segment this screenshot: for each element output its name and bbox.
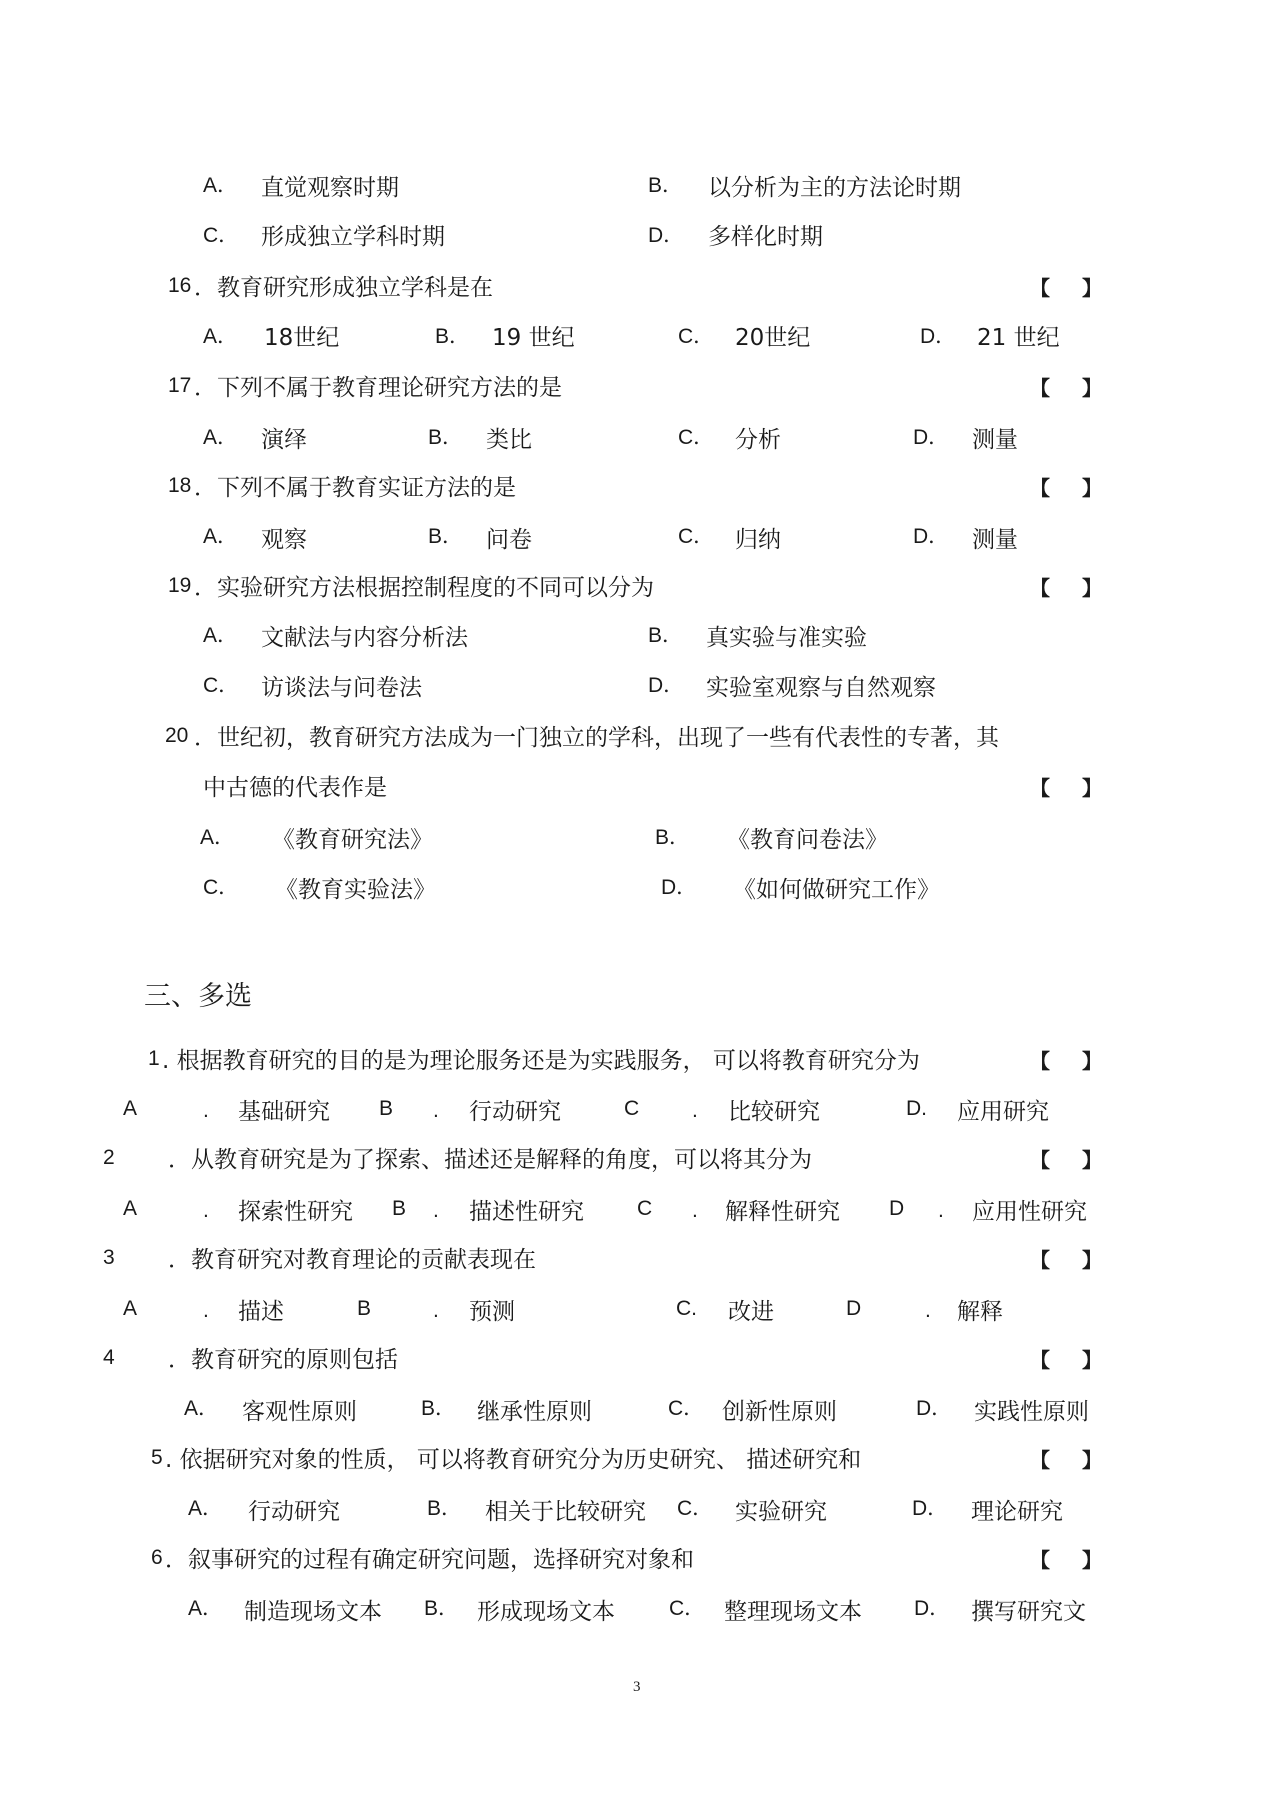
option-label: A． — [188, 1497, 224, 1520]
option-text: 理论研究 — [971, 1499, 1063, 1525]
option-label: D． — [648, 224, 685, 247]
option-label: D — [889, 1197, 905, 1220]
option-text: 直觉观察时期 — [261, 175, 399, 201]
option-label: C — [624, 1097, 640, 1120]
option-label: C． — [669, 1597, 706, 1620]
question-text: ．叙事研究的过程有确定研究问题，选择研究对象和 — [165, 1547, 694, 1573]
option-label: B． — [421, 1397, 457, 1420]
option-label: D． — [916, 1397, 953, 1420]
question-number: 19 — [168, 574, 192, 597]
option-text: 比较研究 — [728, 1099, 820, 1125]
option-label: C． — [203, 224, 240, 247]
option-label: D． — [912, 1497, 949, 1520]
option-label: B — [357, 1297, 372, 1320]
option-text: 基础研究 — [238, 1099, 330, 1125]
option-label: D — [846, 1297, 862, 1320]
option-label: B． — [648, 624, 684, 647]
option-label: D． — [913, 426, 950, 449]
option-label: A． — [203, 624, 239, 647]
option-text: 预测 — [469, 1299, 515, 1325]
question-number: 4 — [103, 1346, 115, 1369]
option-label: A — [123, 1297, 138, 1320]
option-text: 分析 — [735, 427, 781, 453]
question-number: 6 — [151, 1546, 163, 1569]
option-text: 18世纪 — [264, 325, 340, 351]
option-text: 类比 — [486, 427, 532, 453]
question-number: 2 — [103, 1146, 115, 1169]
question-text: ．从教育研究是为了探索、描述还是解释的角度，可以将其分为 — [168, 1147, 812, 1173]
question-number: 17 — [168, 374, 192, 397]
option-dot: . — [203, 1199, 209, 1222]
option-label: D． — [913, 525, 950, 548]
option-text: 描述 — [238, 1299, 284, 1325]
option-text: 改进 — [728, 1299, 774, 1325]
option-label: C． — [203, 674, 240, 697]
option-text: 《教育问卷法》 — [727, 827, 888, 853]
option-label: D． — [661, 876, 698, 899]
option-text: 描述性研究 — [469, 1199, 584, 1225]
option-text: 应用性研究 — [972, 1199, 1087, 1225]
option-label: B． — [428, 426, 464, 449]
answer-bracket-close: 】 — [1082, 576, 1102, 600]
option-text: 问卷 — [486, 527, 532, 553]
option-text: 应用研究 — [957, 1099, 1049, 1125]
answer-bracket-close: 】 — [1082, 1148, 1102, 1172]
question-text: ．世纪初，教育研究方法成为一门独立的学科，出现了一些有代表性的专著，其 — [194, 725, 999, 751]
option-text: 制造现场文本 — [244, 1599, 382, 1625]
answer-bracket-open: 【 — [1030, 1248, 1050, 1272]
option-text: 观察 — [261, 527, 307, 553]
question-text: ．下列不属于教育实证方法的是 — [194, 475, 516, 501]
answer-bracket-close: 】 — [1082, 476, 1102, 500]
option-text: 测量 — [972, 527, 1018, 553]
option-text: 文献法与内容分析法 — [261, 625, 468, 651]
option-text: 形成独立学科时期 — [261, 224, 445, 250]
option-label: B — [392, 1197, 407, 1220]
option-label: A． — [203, 426, 239, 449]
option-text: 演绎 — [261, 427, 307, 453]
question-text: ．教育研究对教育理论的贡献表现在 — [168, 1247, 536, 1273]
answer-bracket-open: 【 — [1030, 376, 1050, 400]
option-label: D. — [906, 1097, 927, 1120]
option-label: A． — [188, 1597, 224, 1620]
option-text: 多样化时期 — [708, 224, 823, 250]
option-text: 行动研究 — [469, 1099, 561, 1125]
question-number: 1 — [148, 1047, 160, 1070]
question-number: 20 — [165, 724, 189, 747]
option-dot: . — [692, 1099, 698, 1122]
question-text: ．实验研究方法根据控制程度的不同可以分为 — [194, 575, 654, 601]
option-text: 真实验与准实验 — [706, 625, 867, 651]
option-dot: . — [203, 1299, 209, 1322]
option-dot: . — [692, 1199, 698, 1222]
option-text: 归纳 — [735, 527, 781, 553]
option-text: 撰写研究文 — [971, 1599, 1086, 1625]
option-text: 以分析为主的方法论时期 — [708, 175, 961, 201]
option-text: 整理现场文本 — [724, 1599, 862, 1625]
answer-bracket-close: 】 — [1082, 1448, 1102, 1472]
answer-bracket-open: 【 — [1030, 1348, 1050, 1372]
option-dot: . — [938, 1199, 944, 1222]
question-text: . 依据研究对象的性质， 可以将教育研究分为历史研究、 描述研究和 — [165, 1447, 862, 1473]
option-label: B． — [435, 325, 471, 348]
option-text: 探索性研究 — [238, 1199, 353, 1225]
option-text: 创新性原则 — [722, 1399, 837, 1425]
option-label: B． — [655, 826, 691, 849]
option-dot: . — [925, 1299, 931, 1322]
answer-bracket-close: 】 — [1082, 276, 1102, 300]
option-label: D． — [914, 1597, 951, 1620]
answer-bracket-close: 】 — [1082, 1049, 1102, 1073]
question-text: ．教育研究形成独立学科是在 — [194, 275, 493, 301]
option-label: C． — [678, 325, 715, 348]
option-text: 实验室观察与自然观察 — [706, 675, 936, 701]
answer-bracket-open: 【 — [1030, 276, 1050, 300]
option-text: 测量 — [972, 427, 1018, 453]
question-number: 5 — [151, 1446, 163, 1469]
option-text: 《教育研究法》 — [272, 827, 433, 853]
option-text: 相关于比较研究 — [485, 1499, 646, 1525]
option-label: A — [123, 1097, 138, 1120]
option-text: 《如何做研究工作》 — [733, 877, 940, 903]
option-text: 解释性研究 — [725, 1199, 840, 1225]
option-label: C． — [677, 1497, 714, 1520]
option-dot: . — [433, 1199, 439, 1222]
option-dot: . — [433, 1099, 439, 1122]
answer-bracket-open: 【 — [1030, 1148, 1050, 1172]
answer-bracket-close: 】 — [1082, 1548, 1102, 1572]
option-label: A． — [203, 325, 239, 348]
option-label: B． — [427, 1497, 463, 1520]
option-label: C． — [203, 876, 240, 899]
answer-bracket-open: 【 — [1030, 576, 1050, 600]
option-label: C． — [678, 525, 715, 548]
option-label: B — [379, 1097, 394, 1120]
answer-bracket-open: 【 — [1030, 776, 1050, 800]
answer-bracket-open: 【 — [1030, 1448, 1050, 1472]
question-number: 16 — [168, 274, 192, 297]
option-text: 形成现场文本 — [477, 1599, 615, 1625]
option-text: 行动研究 — [248, 1499, 340, 1525]
answer-bracket-open: 【 — [1030, 1548, 1050, 1572]
option-label: A — [123, 1197, 138, 1220]
answer-bracket-open: 【 — [1030, 1049, 1050, 1073]
option-text: 访谈法与问卷法 — [261, 675, 422, 701]
question-text-continued: 中古德的代表作是 — [203, 775, 387, 801]
question-number: 18 — [168, 474, 192, 497]
option-text: 19 世纪 — [492, 325, 575, 351]
option-text: 21 世纪 — [977, 325, 1060, 351]
question-number: 3 — [103, 1246, 115, 1269]
answer-bracket-open: 【 — [1030, 476, 1050, 500]
option-label: C． — [668, 1397, 705, 1420]
question-text: ．下列不属于教育理论研究方法的是 — [194, 375, 562, 401]
option-text: 《教育实验法》 — [275, 877, 436, 903]
page-number: 3 — [633, 1679, 641, 1695]
question-text: . 根据教育研究的目的是为理论服务还是为实践服务， 可以将教育研究分为 — [162, 1048, 920, 1074]
option-label: D． — [648, 674, 685, 697]
answer-bracket-close: 】 — [1082, 1348, 1102, 1372]
option-text: 实验研究 — [735, 1499, 827, 1525]
option-text: 实践性原则 — [974, 1399, 1089, 1425]
answer-bracket-close: 】 — [1082, 376, 1102, 400]
option-label: A． — [203, 525, 239, 548]
option-label: D． — [920, 325, 957, 348]
option-dot: . — [433, 1299, 439, 1322]
option-label: B． — [428, 525, 464, 548]
option-label: A． — [203, 174, 239, 197]
option-text: 继承性原则 — [477, 1399, 592, 1425]
question-text: ．教育研究的原则包括 — [168, 1347, 398, 1373]
option-label: B． — [648, 174, 684, 197]
option-label: C． — [678, 426, 715, 449]
option-label: A． — [200, 826, 236, 849]
option-label: C — [637, 1197, 653, 1220]
option-text: 20世纪 — [735, 325, 811, 351]
option-label: B． — [424, 1597, 460, 1620]
option-text: 解释 — [957, 1299, 1003, 1325]
section-title: 三、多选 — [144, 981, 252, 1012]
option-dot: . — [203, 1099, 209, 1122]
option-label: A． — [184, 1397, 220, 1420]
option-text: 客观性原则 — [242, 1399, 357, 1425]
option-label: C. — [676, 1297, 697, 1320]
answer-bracket-close: 】 — [1082, 1248, 1102, 1272]
answer-bracket-close: 】 — [1082, 776, 1102, 800]
